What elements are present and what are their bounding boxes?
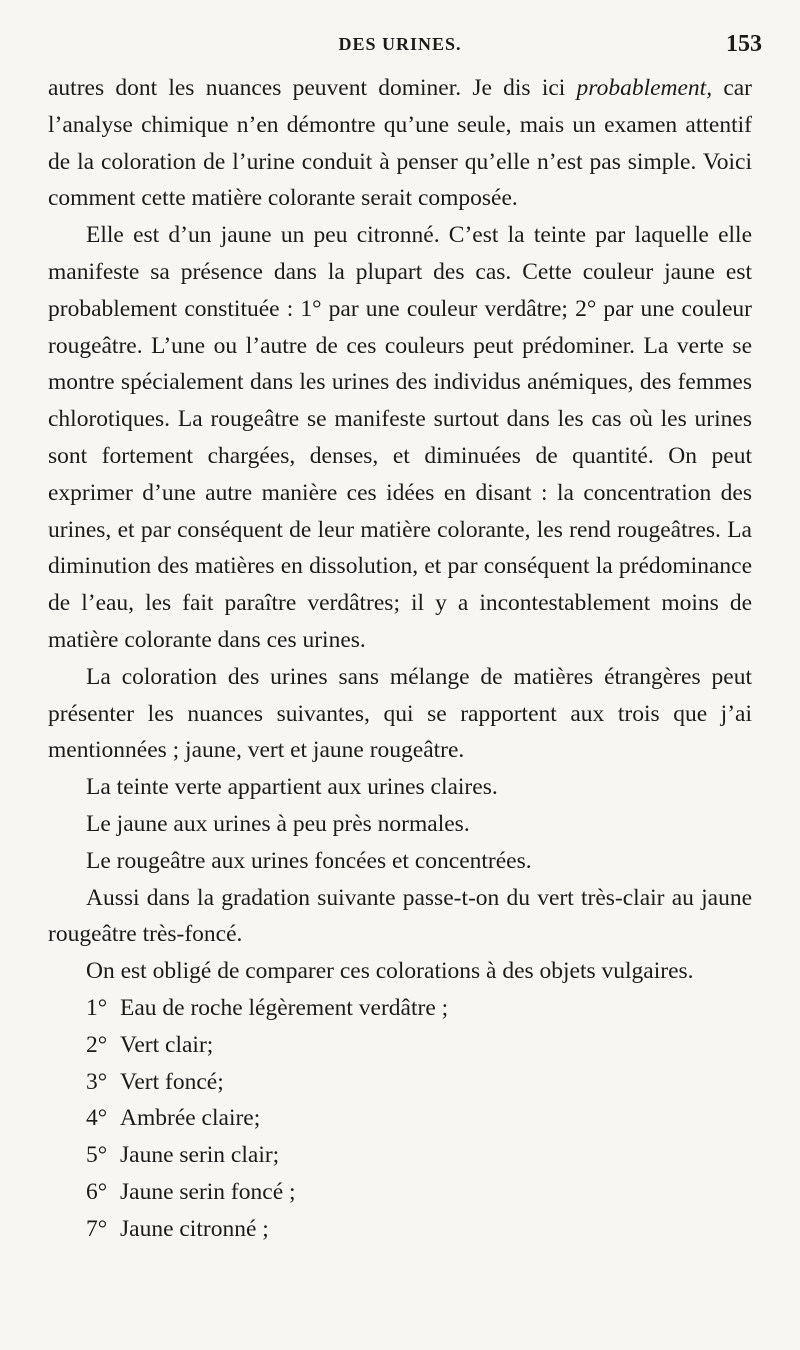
paragraph-3: La coloration des urines sans mélange de matières étrangères peut présenter les nuances suivantes, qui se rapportent aux trois que j’ai mentionnées ; jaune, vert et jaune rougeâtre. [48,663,752,764]
list-item-text: Jaune serin foncé ; [120,1178,296,1205]
page-number: 153 [726,31,762,57]
paragraph-1-text-b: car l’analyse chimique n’en démontre qu’une seule, mais un examen attentif de la coloration de l’urine conduit à penser qu’elle n’est pas simple. Voici comment cette matière colorante serait composée. [48,75,753,212]
list-item-text: Vert foncé; [120,1068,224,1095]
list-item-text: Ambrée claire; [120,1105,261,1132]
list-item [48,1211,752,1248]
list-item-number: 2° [86,1031,108,1058]
list-item-number: 7° [86,1215,108,1242]
list-item [48,990,752,1027]
list-item-text: Eau de roche légèrement verdâtre ; [120,994,449,1021]
body-text [48,70,752,1248]
paragraph-1-emphasis: probablement, [576,75,713,101]
list-item-text: Jaune citronné ; [120,1215,269,1242]
paragraph-7: Aussi dans la gradation suivante passe-t-on du vert très-clair au jaune rougeâtre très-foncé. [48,884,752,948]
list-item-text: Vert clair; [120,1031,214,1058]
paragraph-5: Le jaune aux urines à peu près normales. [86,810,470,837]
paragraph-1-text-a: autres dont les nuances peuvent dominer. Je dis ici [48,75,577,101]
paragraph-8: On est obligé de comparer ces colorations à des objets vulgaires. [86,958,694,985]
running-head: DES URINES. [338,34,462,54]
list-item-number: 5° [86,1142,108,1169]
list-item-number: 6° [86,1178,108,1205]
list-item [48,1137,752,1174]
list-item-number: 3° [86,1068,108,1095]
paragraph-2: Elle est d’un jaune un peu citronné. C’est la teinte par laquelle elle manifeste sa présence dans la plupart des cas. Cette couleur jaune est probablement constituée : 1° par une couleur verdâtre; 2° par une couleur rougeâtre. L’une ou l’autre de ces couleurs peut prédominer. La verte se montre spécialement dans les urines des individus anémiques, des femmes chlorotiques. La rougeâtre se manifeste surtout dans les cas où les urines sont fortement chargées, denses, et diminuées de quantité. On peut exprimer d’une autre manière ces idées en disant : la concentration des urines, et par conséquent de leur matière colorante, les rend rougeâtres. La diminution des matières en dissolution, et par conséquent la prédominance de l’eau, les fait paraître verdâtres; il y a incontestablement moins de matière colorante dans ces urines. [48,222,752,653]
color-list [48,990,752,1248]
list-item [48,1027,752,1064]
paragraph-6: Le rougeâtre aux urines foncées et concentrées. [86,847,532,874]
paragraph-1 [48,70,752,217]
list-item-number: 1° [86,994,108,1021]
list-item-number: 4° [86,1105,108,1132]
list-item [48,1100,752,1137]
paragraph-4: La teinte verte appartient aux urines claires. [86,774,498,801]
list-item [48,1064,752,1101]
page-header [0,31,800,64]
list-item-text: Jaune serin clair; [120,1142,280,1169]
list-item [48,1174,752,1211]
